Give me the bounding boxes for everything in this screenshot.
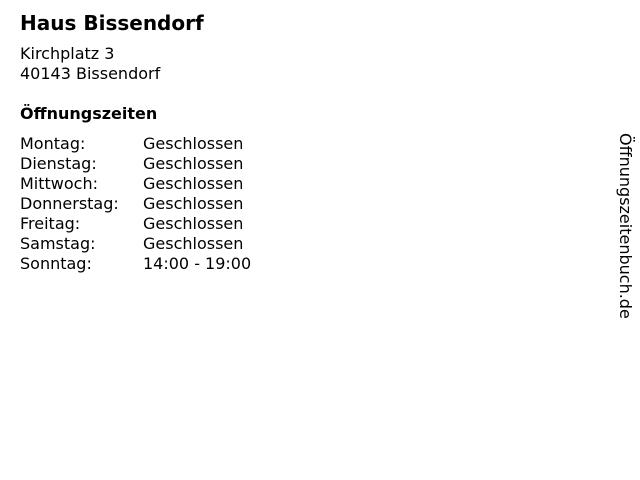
hours-row-wednesday — [20, 174, 251, 194]
day-hours: Geschlossen — [143, 214, 244, 233]
day-hours: Geschlossen — [143, 234, 244, 253]
hours-row-thursday — [20, 194, 251, 214]
day-hours: Geschlossen — [143, 194, 244, 213]
hours-row-monday — [20, 134, 251, 154]
day-hours: Geschlossen — [143, 154, 244, 173]
watermark — [612, 133, 636, 335]
hours-row-sunday — [20, 254, 251, 274]
day-label: Dienstag: — [20, 154, 97, 173]
day-label: Donnerstag: — [20, 194, 119, 213]
address-street: Kirchplatz 3 — [20, 44, 115, 63]
day-label: Mittwoch: — [20, 174, 98, 193]
hours-row-saturday — [20, 234, 251, 254]
day-hours: Geschlossen — [143, 134, 244, 153]
day-hours: Geschlossen — [143, 174, 244, 193]
address-city: 40143 Bissendorf — [20, 64, 161, 83]
hours-row-tuesday — [20, 154, 251, 174]
hours-row-friday — [20, 214, 251, 234]
watermark-text: Öffnungszeitenbuch.de — [616, 133, 635, 319]
business-name: Haus Bissendorf — [20, 11, 204, 35]
day-hours: 14:00 - 19:00 — [143, 254, 252, 273]
opening-hours-heading: Öffnungszeiten — [20, 104, 158, 123]
opening-hours-list — [20, 134, 251, 274]
day-label: Samstag: — [20, 234, 96, 253]
day-label: Montag: — [20, 134, 86, 153]
address — [20, 44, 160, 84]
day-label: Sonntag: — [20, 254, 92, 273]
day-label: Freitag: — [20, 214, 81, 233]
